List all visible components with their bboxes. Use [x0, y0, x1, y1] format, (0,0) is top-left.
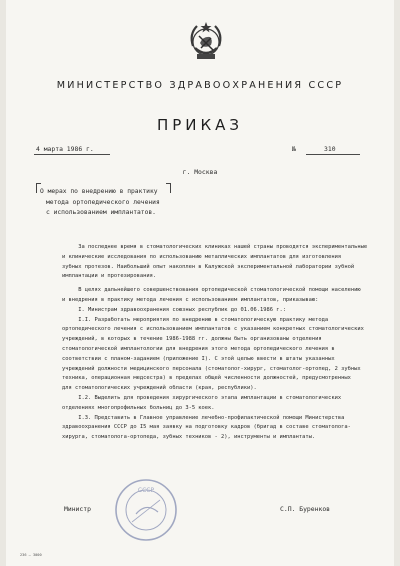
body-line: отделениях многопрофильных больниц до 3-5 коек.	[62, 404, 215, 411]
subject-line: О мерах по внедрению в практику	[40, 188, 158, 195]
body-line: I.2. Выделить для проведения хирургического этапа имплантации в стоматологических	[62, 394, 342, 401]
body-line: зубных протезов. Наибольший опыт накоплен в Калужской экспериментальной лаборатории зубной	[62, 263, 355, 270]
body-line: хирурга, стоматолога-ортопеда, зубных техников - 2), инструменты и имплантаты.	[62, 434, 316, 441]
body-line: учреждений должности медицинского персонала (стоматолог-хирург, стоматолог-ортопед, 2 зубных	[62, 365, 361, 372]
body-line: здравоохранения СССР до I5 мая заявку на подготовку кадров (бригад в составе стоматолога-	[62, 424, 351, 431]
signatory-role: Министр	[64, 505, 91, 513]
body-line: имплантации и протезирования.	[62, 273, 157, 280]
body-line: техника, операционная медсестра) в пределах общей численности должностей, предусмотренных	[62, 375, 351, 382]
body-line: В целях дальнейшего совершенствования ортопедической стоматологической помощи населению	[62, 287, 361, 294]
signatory-name: С.П. Буренков	[280, 505, 331, 513]
body-line: для стоматологических учреждений области (края, республики).	[62, 385, 257, 392]
body-line: ортопедического лечения с использованием имплантатов с указанием конкретных стоматологических	[62, 326, 364, 333]
order-body	[62, 243, 368, 443]
body-line: I.3. Представить в Главное управление лечебно-профилактической помощи Министерства	[62, 414, 345, 421]
date-underline	[34, 154, 110, 155]
document-page	[6, 0, 394, 566]
body-line: стоматологической имплантологии для внедрения этого метода ортопедического лечения в	[62, 345, 335, 352]
order-subject	[40, 187, 160, 219]
subject-bracket-right	[166, 183, 171, 193]
body-line: соответствии с планом-заданием (приложение I). С этой целью ввести в штаты указанных	[62, 355, 335, 362]
subject-line: метода ортопедического лечения	[46, 198, 160, 206]
body-line: За последнее время в стоматологических клиниках нашей страны проводятся экспериментальные	[62, 244, 368, 250]
body-line: I.I. Разработать мероприятия по внедрению в стоматологическую практику метода	[62, 316, 329, 323]
print-code: 236 — 3000	[20, 553, 42, 557]
body-line: I. Министрам здравоохранения союзных республик до 01.06.1986 г.:	[62, 306, 286, 313]
body-line: и клинические исследования по использованию металлических имплантатов для изготовления	[62, 253, 342, 260]
subject-line: с использованием имплантатов.	[46, 209, 156, 216]
city: г. Москва	[182, 168, 218, 176]
ministry-title: МИНИСТЕРСТВО ЗДРАВООХРАНЕНИЯ СССР	[56, 80, 344, 91]
state-emblem-icon	[183, 18, 229, 64]
official-seal-stamp	[114, 478, 178, 542]
order-number-label: №	[292, 145, 296, 153]
body-line: и внедрения в практику метода лечения с использованием имплантатов, приказываю:	[62, 296, 319, 303]
stamp-text: СССР	[137, 487, 155, 494]
document-type: ПРИКАЗ	[156, 116, 244, 134]
order-date: 4 марта 1986 г.	[36, 145, 94, 153]
order-number: 310	[324, 145, 336, 153]
number-underline	[306, 154, 360, 155]
body-line: учреждений, в которых в течение 1986-1988 гг. должны быть организованы отделения	[62, 336, 322, 343]
